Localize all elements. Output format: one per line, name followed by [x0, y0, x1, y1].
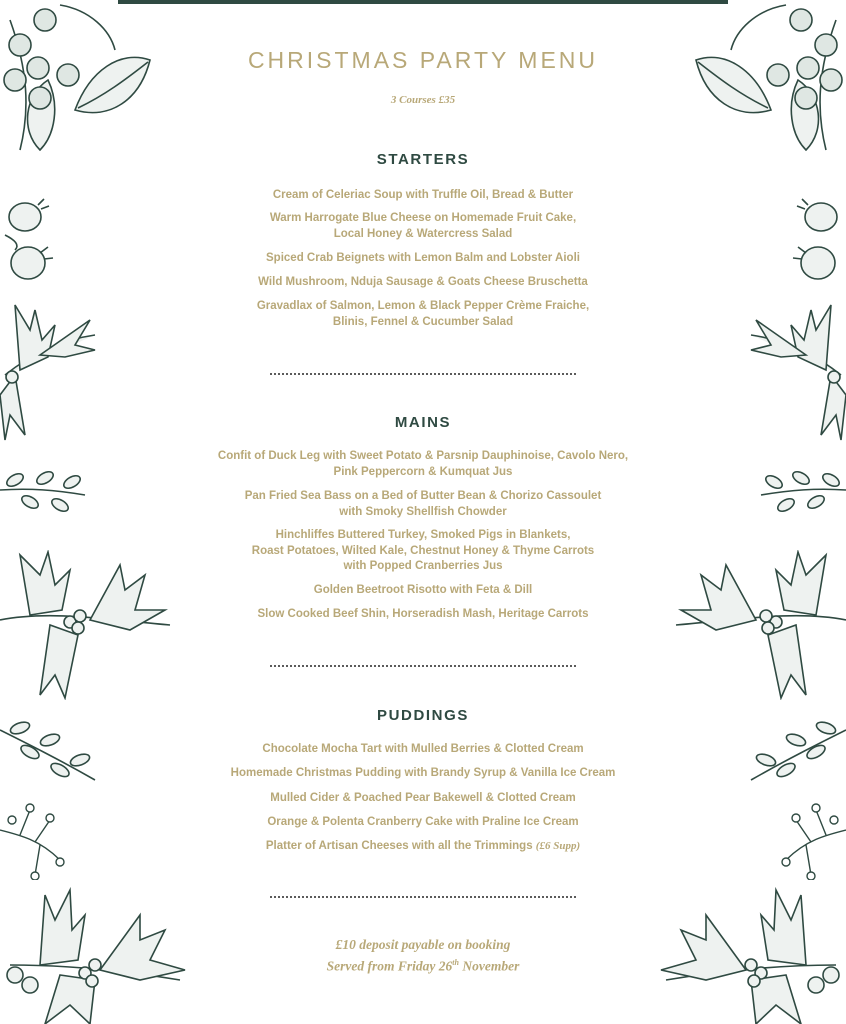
sprig-icon — [0, 710, 100, 800]
supplement-note: (£6 Supp) — [535, 840, 581, 852]
holly-leaf-icon — [746, 295, 846, 445]
pudding-item-label: Platter of Artisan Cheeses with all the Trimmings — [265, 840, 533, 852]
served-ordinal: th — [452, 958, 459, 967]
main-item: Pan Fried Sea Bass on a Bed of Butter Bean & Chorizo Cassoulet with Smoky Shellfish Chowder — [244, 490, 602, 518]
menu-title: CHRISTMAS PARTY MENU — [247, 47, 599, 73]
main-item: Confit of Duck Leg with Sweet Potato & Parsnip Dauphinoise, Cavolo Nero, Pink Peppercorn & Kumquat Jus — [217, 450, 629, 478]
holly-leaf-icon — [0, 550, 175, 700]
menu-price: 3 Courses £35 — [390, 94, 456, 106]
section-divider — [270, 665, 576, 667]
sprig-icon — [776, 790, 846, 880]
starter-item: Gravadlax of Salmon, Lemon & Black Pepper Crème Fraiche, Blinis, Fennel & Cucumber Salad — [256, 300, 590, 328]
starters-heading: STARTERS — [376, 151, 470, 168]
puddings-heading: PUDDINGS — [377, 707, 469, 724]
mains-heading: MAINS — [394, 414, 452, 431]
main-item: Golden Beetroot Risotto with Feta & Dill — [313, 584, 533, 596]
berry-cluster-icon — [0, 0, 160, 165]
holly-leaf-icon — [0, 885, 190, 1024]
main-item: Hinchliffes Buttered Turkey, Smoked Pigs in Blankets, Roast Potatoes, Wilted Kale, Chestnut Honey & Thyme Carrots with Popped Cranberries Jus — [251, 529, 595, 572]
served-from-note — [180, 954, 666, 976]
rosehip-icon — [0, 195, 60, 290]
main-item: Slow Cooked Beef Shin, Horseradish Mash, Heritage Carrots — [257, 608, 589, 620]
sprig-icon — [756, 460, 846, 520]
rosehip-icon — [786, 195, 846, 290]
sprig-icon — [0, 460, 90, 520]
section-divider — [270, 373, 576, 375]
pudding-item: Orange & Polenta Cranberry Cake with Praline Ice Cream — [267, 816, 579, 828]
starter-item: Spiced Crab Beignets with Lemon Balm and Lobster Aioli — [266, 252, 580, 264]
served-prefix: Served from Friday 26 — [326, 958, 453, 974]
starter-item: Wild Mushroom, Nduja Sausage & Goats Cheese Bruschetta — [258, 276, 588, 288]
pudding-item: Chocolate Mocha Tart with Mulled Berries & Clotted Cream — [262, 743, 584, 755]
pudding-item — [160, 839, 686, 855]
sprig-icon — [0, 790, 70, 880]
top-border — [118, 0, 728, 4]
holly-leaf-icon — [0, 295, 100, 445]
starter-item: Cream of Celeriac Soup with Truffle Oil, Bread & Butter — [272, 189, 574, 201]
starter-item: Warm Harrogate Blue Cheese on Homemade Fruit Cake, Local Honey & Watercress Salad — [269, 212, 577, 240]
section-divider — [270, 896, 576, 898]
pudding-item: Mulled Cider & Poached Pear Bakewell & Clotted Cream — [270, 792, 576, 804]
holly-leaf-icon — [656, 885, 846, 1024]
served-suffix: November — [458, 958, 520, 974]
pudding-item: Homemade Christmas Pudding with Brandy Syrup & Vanilla Ice Cream — [230, 767, 616, 779]
holly-leaf-icon — [671, 550, 846, 700]
sprig-icon — [746, 710, 846, 800]
deposit-note: £10 deposit payable on booking — [335, 937, 511, 952]
berry-cluster-icon — [686, 0, 846, 165]
